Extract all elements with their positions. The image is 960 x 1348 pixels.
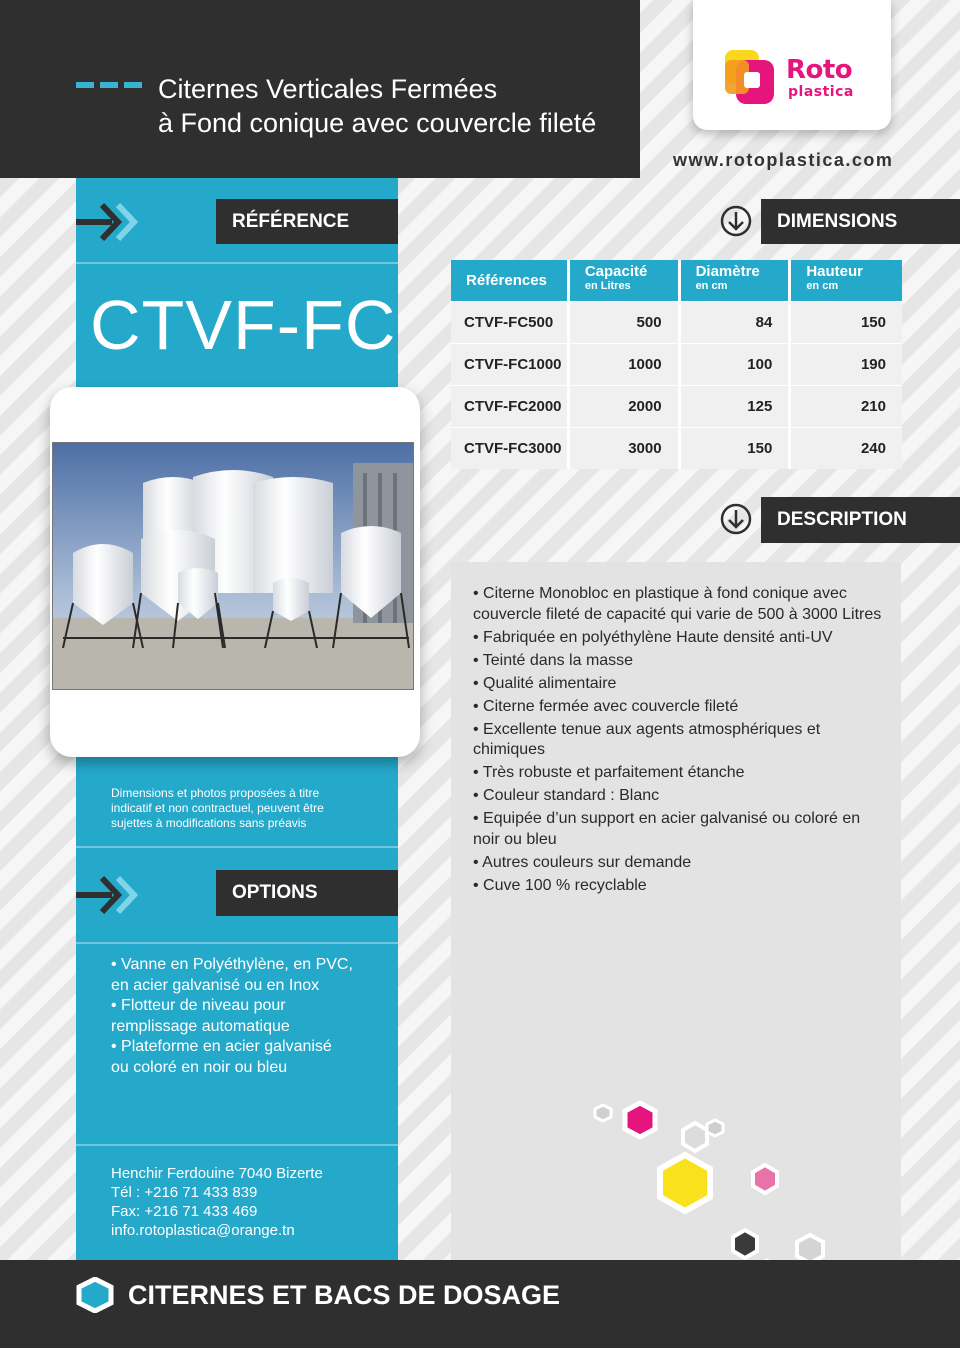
contact-block [111, 1164, 391, 1240]
contact-email[interactable]: info.rotoplastica@orange.tn [111, 1222, 295, 1239]
table-row [451, 427, 902, 469]
table-row [451, 343, 902, 385]
column-header-title: Diamètre [695, 263, 760, 280]
arrow-down-circle-icon [720, 205, 752, 237]
column-header-unit: en cm [695, 280, 728, 292]
list-item: • Citerne Monobloc en plastique à fond conique avec couvercle fileté de capacité qui varie de 500 à 3000 Litres [473, 585, 882, 623]
reference-label: RÉFÉRENCE [216, 199, 398, 244]
dimensions-label: DIMENSIONS [761, 199, 960, 244]
dimensions-table [451, 260, 902, 469]
table-cell-capacity: 3000 [570, 427, 681, 469]
table-row [451, 301, 902, 343]
divider [76, 262, 398, 264]
list-item: • Autres couleurs sur demande [473, 853, 692, 871]
table-cell-capacity: 1000 [570, 343, 681, 385]
list-item: • Excellente tenue aux agents atmosphériques et chimiques [473, 720, 821, 758]
list-item: • Qualité alimentaire [473, 674, 617, 692]
website-link[interactable]: www.rotoplastica.com [673, 150, 894, 170]
table-cell-height: 240 [791, 427, 902, 469]
table-cell-reference: CTVF-FC3000 [451, 427, 570, 469]
options-line: • Vanne en Polyéthylène, en PVC, [111, 956, 353, 973]
title-dashes-decoration [76, 82, 142, 88]
column-header-unit: en Litres [584, 280, 631, 292]
table-cell-height: 150 [791, 301, 902, 343]
table-cell-height: 190 [791, 343, 902, 385]
tank-illustration [53, 443, 414, 690]
double-chevron-icon [76, 201, 140, 243]
divider [76, 942, 398, 944]
column-header [451, 260, 570, 301]
column-header-title: Références [466, 272, 547, 289]
disclaimer-line: sujettes à modifications sans préavis [111, 816, 307, 830]
arrow-down-circle-icon [720, 503, 752, 535]
disclaimer-line: indicatif et non contractuel, peuvent être [111, 801, 324, 815]
list-item: • Teinté dans la masse [473, 651, 634, 669]
table-cell-capacity: 2000 [570, 385, 681, 427]
logo-icon [722, 48, 776, 106]
table-cell-capacity: 500 [570, 301, 681, 343]
list-item: • Fabriquée en polyéthylène Haute densité anti-UV [473, 628, 833, 646]
table-cell-height: 210 [791, 385, 902, 427]
column-header [570, 260, 681, 301]
table-cell-reference: CTVF-FC500 [451, 301, 570, 343]
column-header [681, 260, 792, 301]
list-item: • Cuve 100 % recyclable [473, 876, 647, 894]
table-header-row [451, 260, 902, 301]
options-line: • Flotteur de niveau pour [111, 997, 286, 1014]
page-title [158, 72, 596, 140]
divider [76, 846, 398, 848]
options-label: OPTIONS [216, 870, 398, 916]
hexagon-decoration [585, 1075, 835, 1275]
column-header-unit: en cm [806, 280, 839, 292]
list-item: • Couleur standard : Blanc [473, 787, 660, 804]
logo-text-sub: plastica [788, 84, 854, 100]
page-title-line1: Citernes Verticales Fermées [158, 74, 498, 104]
list-item: • Equipée d’un support en acier galvanisé ou coloré en noir ou bleu [473, 810, 861, 848]
table-cell-diameter: 84 [681, 301, 792, 343]
divider [76, 1144, 398, 1146]
table-row [451, 385, 902, 427]
description-list [473, 584, 883, 899]
disclaimer-text [111, 786, 361, 831]
logo-text-main: Roto [786, 55, 853, 85]
table-cell-diameter: 125 [681, 385, 792, 427]
column-header [791, 260, 902, 301]
hexagon-icon [76, 1277, 114, 1313]
table-cell-reference: CTVF-FC1000 [451, 343, 570, 385]
column-header-title: Hauteur [806, 263, 863, 280]
options-line: ou coloré en noir ou bleu [111, 1058, 288, 1076]
options-line: • Plateforme en acier galvanisé [111, 1038, 332, 1055]
footer-title: CITERNES ET BACS DE DOSAGE [128, 1280, 561, 1310]
contact-fax: Fax: +216 71 433 469 [111, 1203, 258, 1220]
list-item: • Très robuste et parfaitement étanche [473, 764, 745, 781]
options-line: en acier galvanisé ou en Inox [111, 976, 320, 994]
disclaimer-line: Dimensions et photos proposées à titre [111, 786, 320, 800]
double-chevron-icon [76, 874, 140, 916]
page-title-line2: à Fond conique avec couvercle fileté [158, 108, 597, 138]
table-cell-diameter: 150 [681, 427, 792, 469]
list-item: • Citerne fermée avec couvercle fileté [473, 697, 739, 715]
description-label: DESCRIPTION [761, 497, 960, 543]
tank-photo [52, 442, 414, 690]
reference-code: CTVF-FC [90, 286, 397, 364]
table-cell-reference: CTVF-FC2000 [451, 385, 570, 427]
contact-address: Henchir Ferdouine 7040 Bizerte [111, 1165, 323, 1182]
column-header-title: Capacité [584, 263, 648, 280]
table-cell-diameter: 100 [681, 343, 792, 385]
options-line: remplissage automatique [111, 1017, 290, 1035]
options-list [111, 955, 381, 1078]
contact-phone: Tél : +216 71 433 839 [111, 1184, 258, 1201]
